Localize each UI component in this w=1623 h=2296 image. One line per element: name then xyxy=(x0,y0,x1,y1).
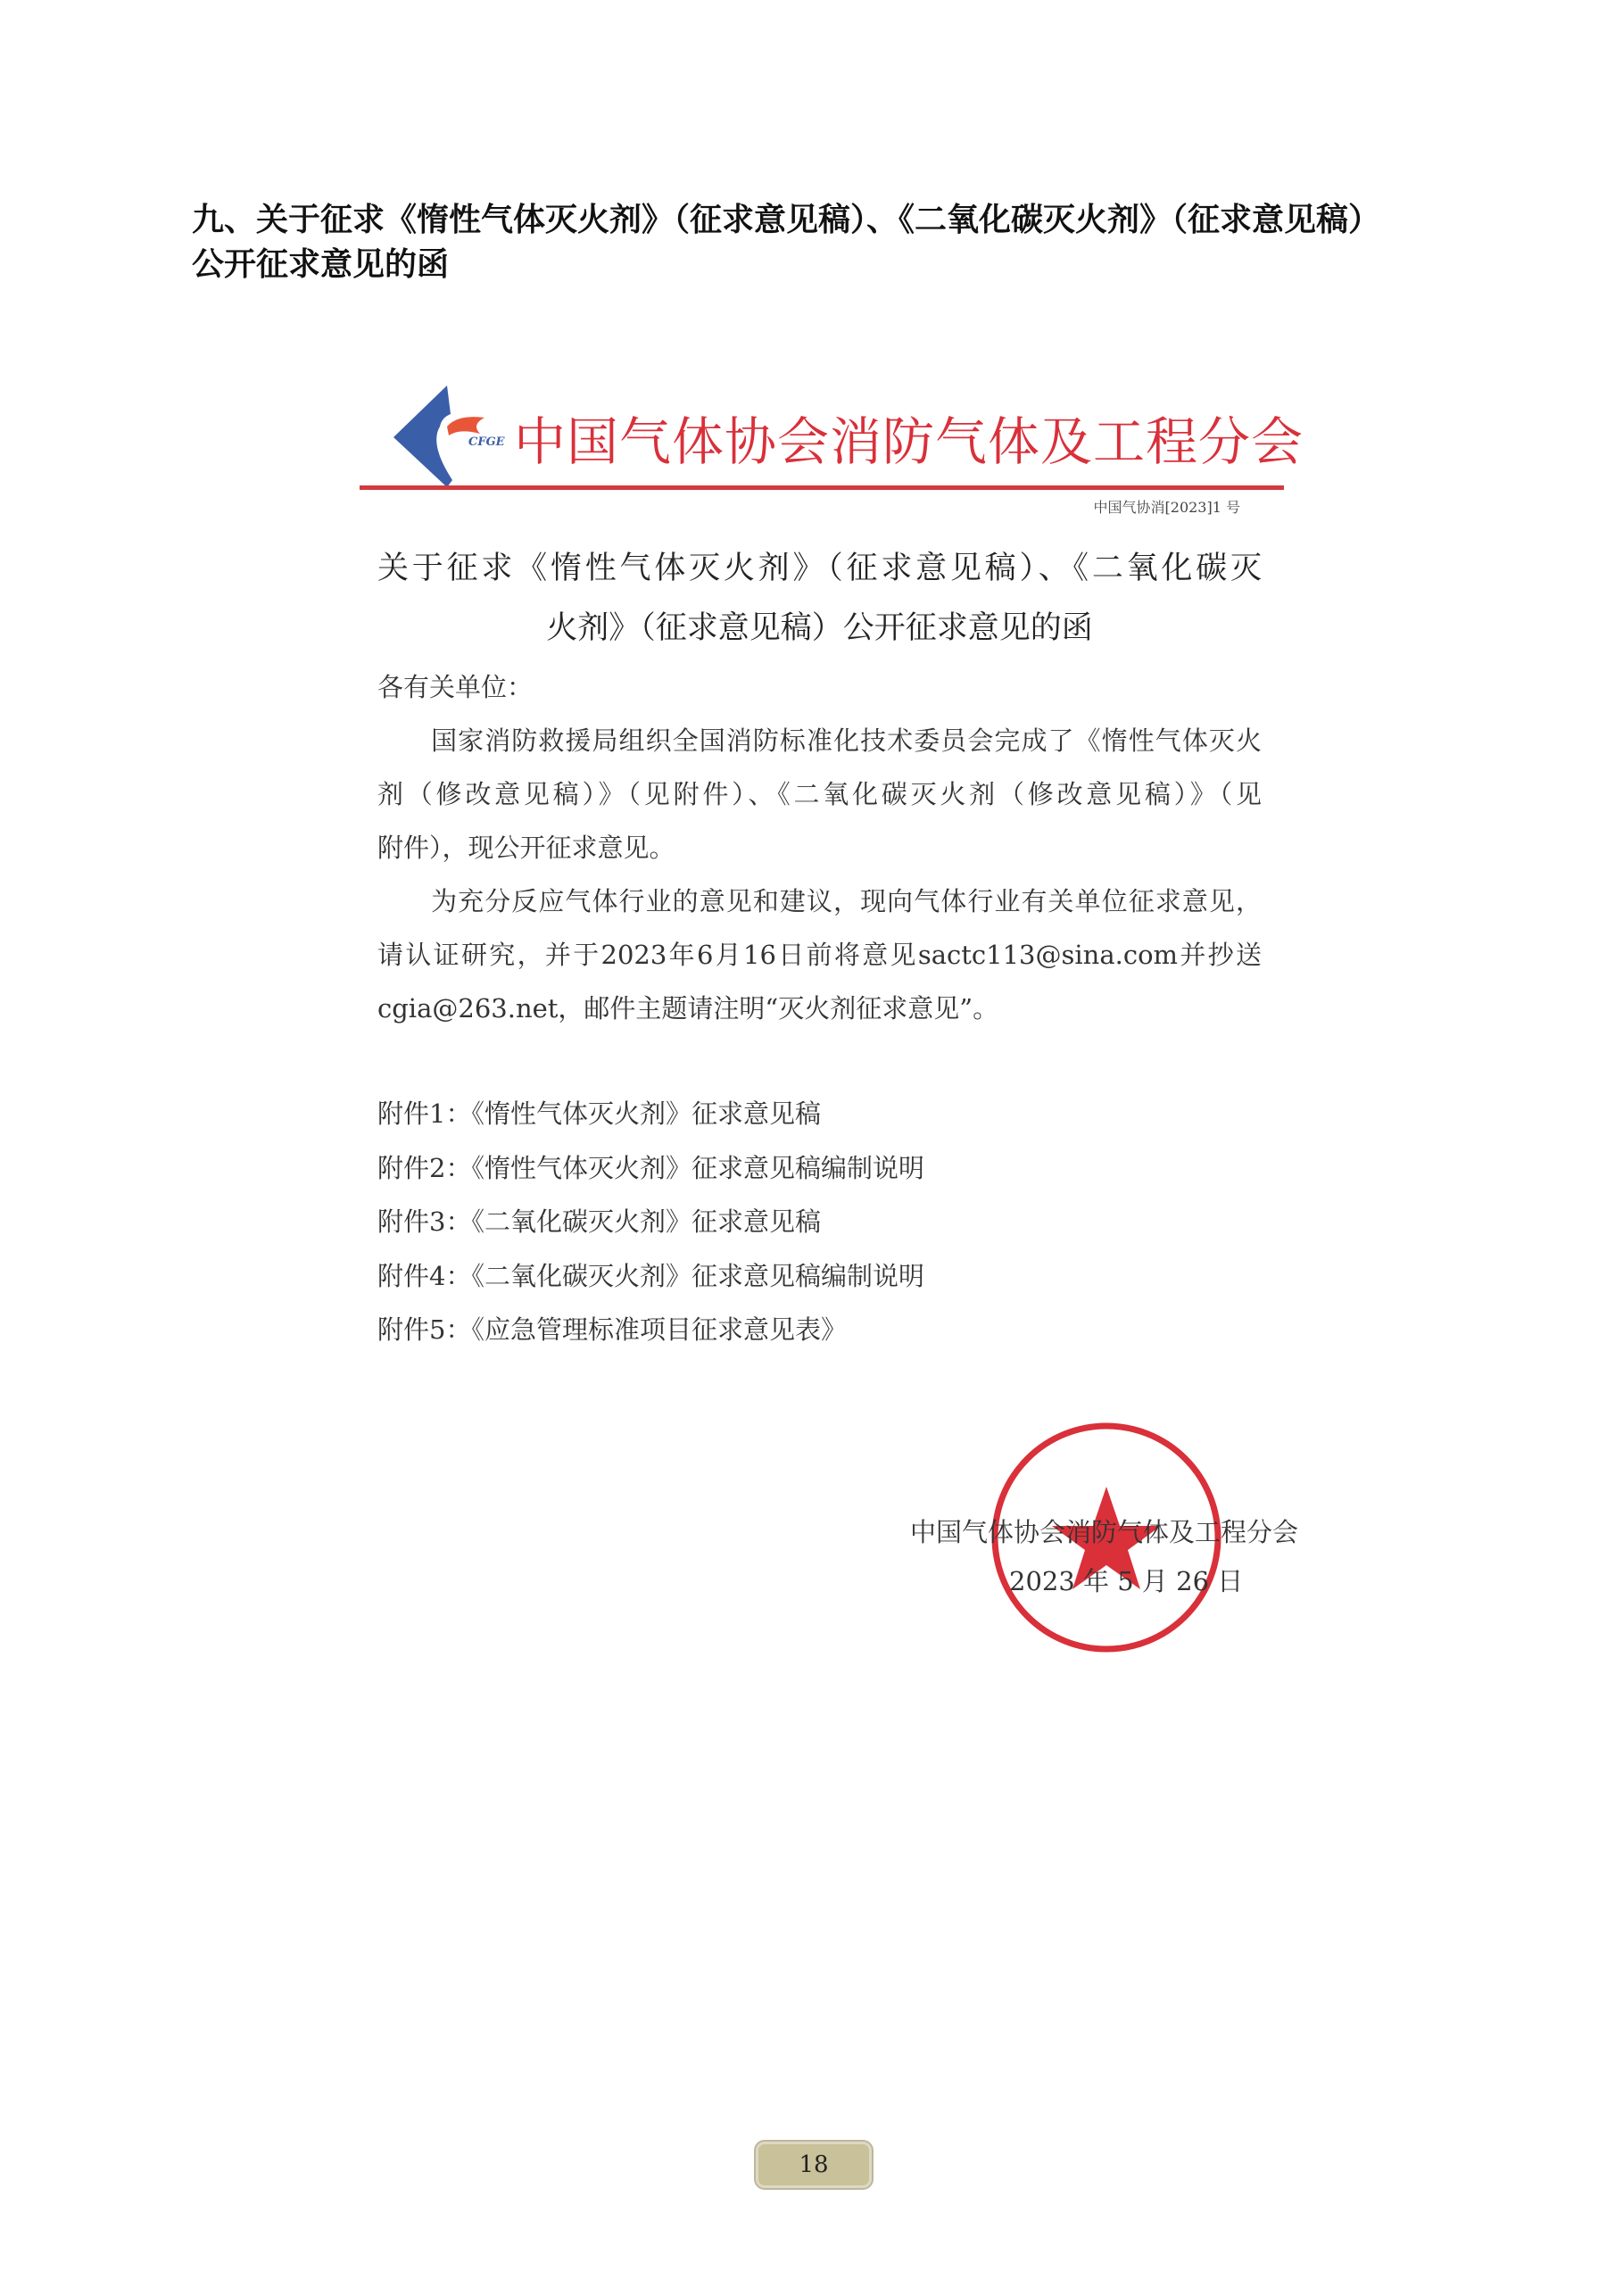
paragraph-line: 为充分反应气体行业的意见和建议，现向气体行业有关单位征求意见， xyxy=(377,886,1262,916)
attachment-item: 附件4：《二氧化碳灭火剂》征求意见稿编制说明 xyxy=(377,1260,924,1291)
letter-body xyxy=(377,660,1262,1035)
letter-title: 关于征求《惰性气体灭火剂》（征求意见稿）、《二氧化碳灭 火剂》（征求意见稿）公开征求意见的函 xyxy=(377,551,1262,646)
paragraph-line: 附件），现公开征求意见。 xyxy=(377,833,675,863)
paragraph-line: 国家消防救援局组织全国消防标准化技术委员会完成了《惰性气体灭火 xyxy=(377,725,1262,756)
page-number: 18 xyxy=(756,2142,872,2188)
salutation: 各有关单位： xyxy=(377,672,534,702)
paragraph-line: 剂（修改意见稿）》（见附件）、《二氧化碳灭火剂（修改意见稿）》（见 xyxy=(377,779,1262,809)
letter-date: 2023 年 5 月 26 日 xyxy=(1009,1566,1244,1596)
logo-text: CFGE xyxy=(468,435,505,449)
letterhead xyxy=(386,382,1304,493)
letterhead-divider xyxy=(360,485,1284,490)
attachment-item: 附件3：《二氧化碳灭火剂》征求意见稿 xyxy=(377,1206,821,1237)
org-name: 中国气体协会消防气体及工程分会 xyxy=(514,411,1304,472)
paragraph-line: cgia@263.net，邮件主题请注明“灭火剂征求意见”。 xyxy=(377,993,999,1024)
section-heading: 九、关于征求《惰性气体灭火剂》（征求意见稿）、《二氧化碳灭火剂》（征求意见稿） 公开征求意见的函 xyxy=(192,202,1381,283)
attachment-item: 附件2：《惰性气体灭火剂》征求意见稿编制说明 xyxy=(377,1152,924,1183)
attachment-item: 附件1：《惰性气体灭火剂》征求意见稿 xyxy=(377,1098,821,1129)
doc-number: 中国气协消[2023]1 号 xyxy=(1093,499,1240,516)
paragraph-line: 请认证研究，并于2023年6月16日前将意见sactc113@sina.com并抄送 xyxy=(377,940,1262,970)
attachment-list xyxy=(377,1087,924,1357)
attachment-item: 附件5：《应急管理标准项目征求意见表》 xyxy=(377,1314,847,1345)
signature-org: 中国气体协会消防气体及工程分会 xyxy=(910,1517,1299,1547)
